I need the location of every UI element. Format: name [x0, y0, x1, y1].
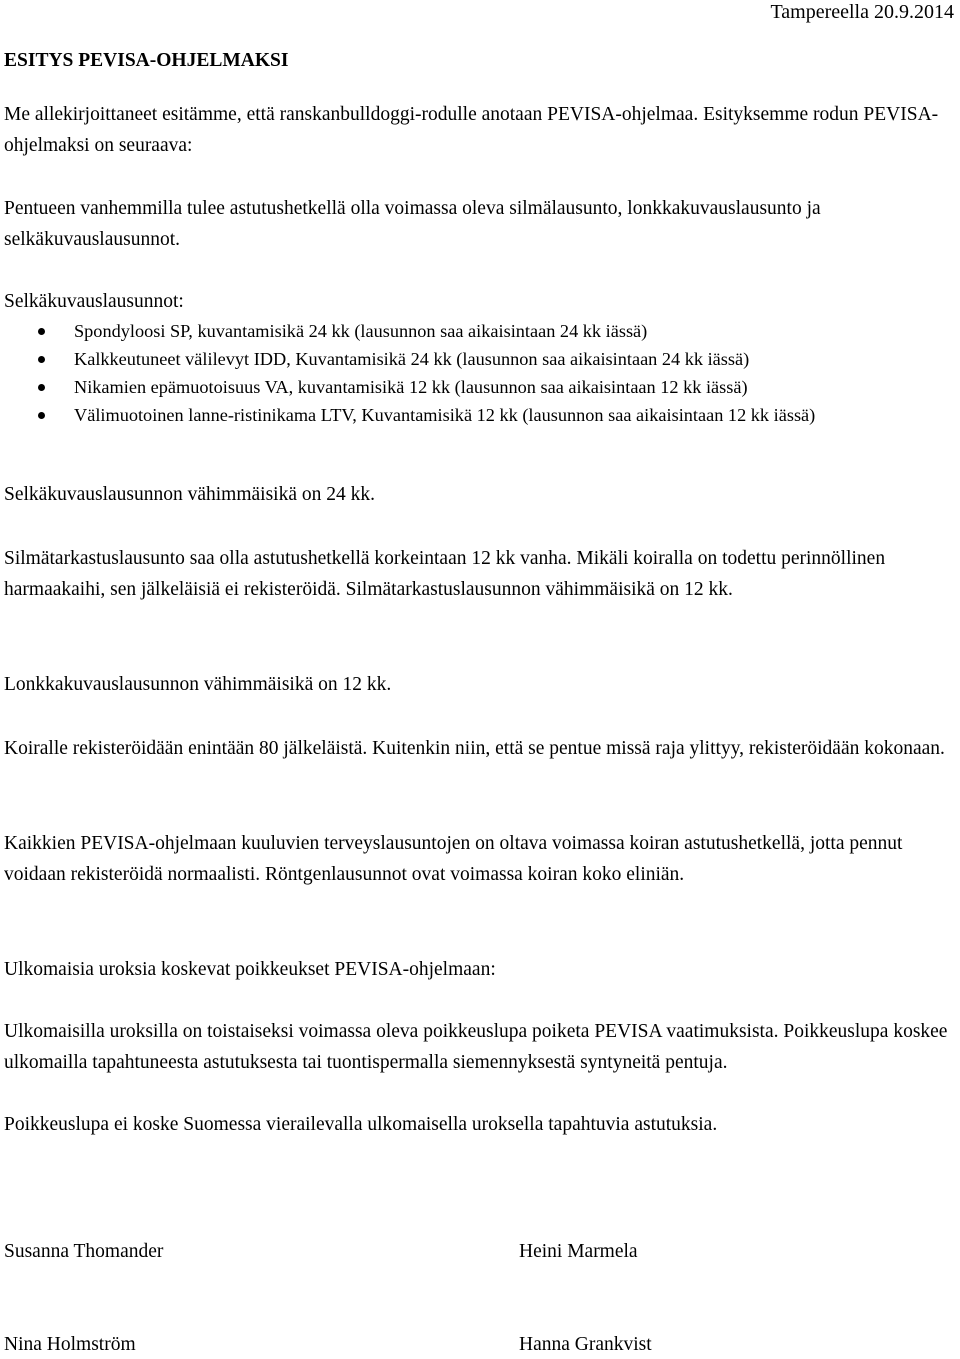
- list-item: [0, 401, 952, 429]
- foreign-exception-paragraph: Ulkomaisilla uroksilla on toistaiseksi voimassa oleva poikkeuslupa poiketa PEVISA vaatimuksista. Poikkeuslupa koskee ulkomailla tapahtuneesta astutuksesta tai tuontispermalla siemennyksestä syntyneitä pentuja.: [4, 1021, 948, 1073]
- list-item-text: Kalkkeutuneet välilevyt IDD, Kuvantamisikä 24 kk (lausunnon saa aikaisintaan 24 kk iässä): [74, 349, 750, 369]
- bullet-icon: [38, 356, 45, 363]
- bullet-icon: [38, 328, 45, 335]
- document-title: ESITYS PEVISA-OHJELMAKSI: [4, 50, 289, 71]
- signature-name: Heini Marmela: [519, 1241, 638, 1262]
- spine-statement-list: [0, 317, 952, 429]
- offspring-limit-paragraph: Koiralle rekisteröidään enintään 80 jälkeläistä. Kuitenkin niin, että se pentue missä raja ylittyy, rekisteröidään kokonaan.: [4, 738, 945, 759]
- list-item: [0, 373, 952, 401]
- signature-name: Nina Holmström: [4, 1334, 136, 1355]
- bullet-icon: [38, 384, 45, 391]
- list-item: [0, 317, 952, 345]
- signature-name: Hanna Grankvist: [519, 1334, 652, 1355]
- spine-heading: Selkäkuvauslausunnot:: [4, 291, 184, 312]
- validity-paragraph: Kaikkien PEVISA-ohjelmaan kuuluvien terveyslausuntojen on oltava voimassa koiran astutushetkellä, jotta pennut voidaan rekisteröidä normaalisti. Röntgenlausunnot ovat voimassa koiran koko eliniän.: [4, 833, 903, 885]
- foreign-exclusion-paragraph: Poikkeuslupa ei koske Suomessa vierailevalla ulkomaisella uroksella tapahtuvia astutuksia.: [4, 1114, 718, 1135]
- list-item: [0, 345, 952, 373]
- foreign-heading: Ulkomaisia uroksia koskevat poikkeukset PEVISA-ohjelmaan:: [4, 959, 496, 980]
- list-item-text: Spondyloosi SP, kuvantamisikä 24 kk (lausunnon saa aikaisintaan 24 kk iässä): [74, 321, 648, 341]
- list-item-text: Välimuotoinen lanne-ristinikama LTV, Kuvantamisikä 12 kk (lausunnon saa aikaisintaan 12 kk iässä): [74, 405, 816, 425]
- intro-paragraph: Me allekirjoittaneet esitämme, että ranskanbulldoggi-rodulle anotaan PEVISA-ohjelmaa. Esityksemme rodun PEVISA-ohjelmaksi on seuraava:: [4, 104, 939, 156]
- bullet-icon: [38, 412, 45, 419]
- requirements-paragraph: Pentueen vanhemmilla tulee astutushetkellä olla voimassa oleva silmälausunto, lonkkakuvauslausunto ja selkäkuvauslausunnot.: [4, 198, 821, 250]
- document-date: Tampereella 20.9.2014: [770, 1, 954, 23]
- spine-min-age-paragraph: Selkäkuvauslausunnon vähimmäisikä on 24 kk.: [4, 484, 375, 505]
- eye-statement-paragraph: Silmätarkastuslausunto saa olla astutushetkellä korkeintaan 12 kk vanha. Mikäli koiralla on todettu perinnöllinen harmaakaihi, sen jälkeläisiä ei rekisteröidä. Silmätarkastuslausunnon vähimmäisikä on 12 kk.: [4, 548, 886, 600]
- hip-min-age-paragraph: Lonkkakuvauslausunnon vähimmäisikä on 12 kk.: [4, 674, 392, 695]
- signature-name: Susanna Thomander: [4, 1241, 164, 1262]
- list-item-text: Nikamien epämuotoisuus VA, kuvantamisikä 12 kk (lausunnon saa aikaisintaan 12 kk iässä): [74, 377, 748, 397]
